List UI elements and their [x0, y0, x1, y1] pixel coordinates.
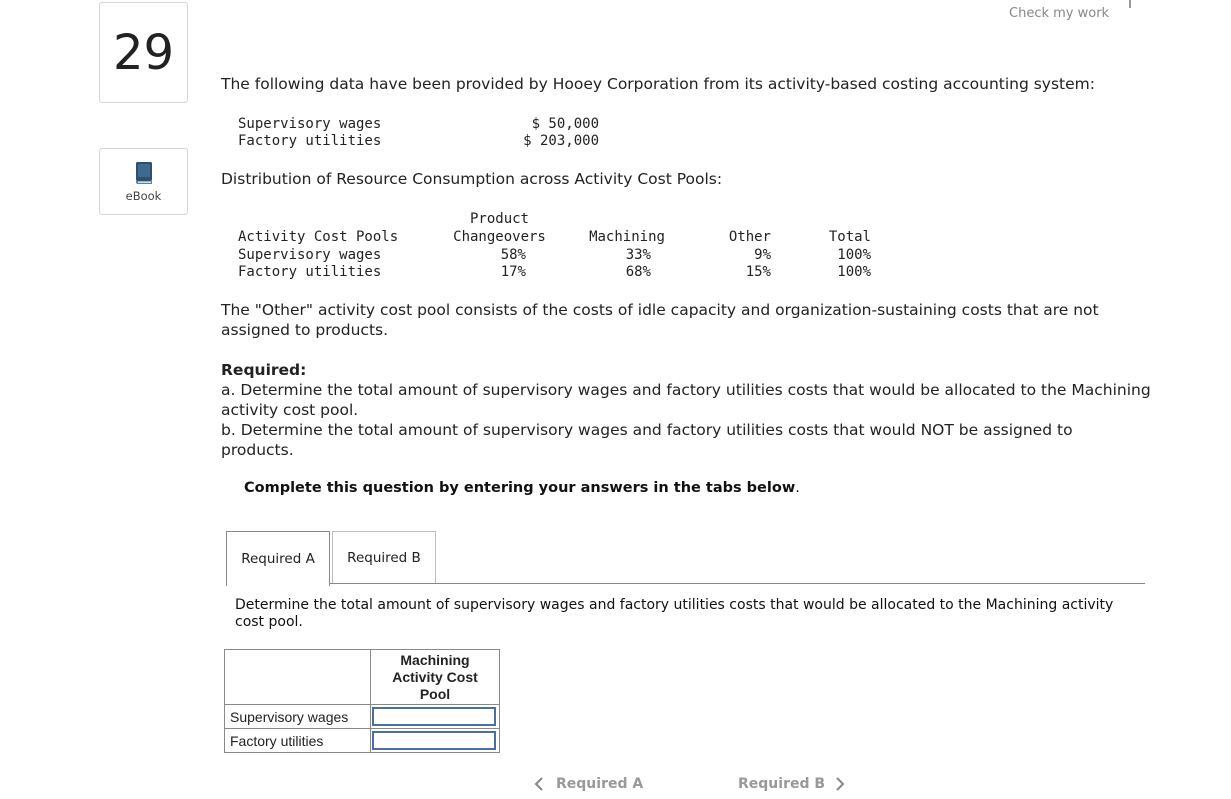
cost-amount-utilities: $ 203,000 [523, 133, 599, 149]
tab-instruction: Determine the total amount of supervisory wages and factory utilities costs that would be allocated to the Machining activity cost pool. [235, 597, 1114, 630]
cost-label-supervisory: Supervisory wages [238, 116, 382, 132]
row-label-factory-utilities: Factory utilities [225, 729, 371, 753]
supervisory-wages-input[interactable] [372, 707, 496, 726]
complete-instruction-tail: . [795, 480, 800, 496]
distribution-title: Distribution of Resource Consumption across Activity Cost Pools: [221, 170, 723, 188]
other-note-line2: assigned to products. [221, 321, 389, 339]
answer-table-corner [225, 650, 371, 705]
dist-row-label: Factory utilities [238, 264, 382, 280]
complete-instruction-bold: Complete this question by entering your answers in the tabs below [244, 480, 796, 496]
other-note-line1: The "Other" activity cost pool consists of the costs of idle capacity and organization-sustaining costs that are not [221, 301, 1099, 319]
dist-row-total: 100% [837, 264, 871, 280]
question-number: 29 [99, 2, 188, 103]
table-row [225, 705, 500, 729]
ebook-button[interactable] [99, 148, 188, 215]
tab-required-b[interactable]: Required B [332, 531, 436, 584]
tab-required-a[interactable]: Required A [226, 531, 330, 586]
check-my-work-button[interactable]: Check my work [1009, 6, 1110, 21]
intro-text: The following data have been provided by Hooey Corporation from its activity-based costing accounting system: [221, 75, 1095, 93]
dist-row-other: 15% [745, 264, 771, 280]
dist-header-pools: Activity Cost Pools [238, 229, 399, 245]
required-a-line2: activity cost pool. [221, 401, 359, 419]
answer-cell [371, 705, 500, 729]
factory-utilities-input[interactable] [372, 731, 496, 750]
required-b-line1: b. Determine the total amount of supervisory wages and factory utilities costs that would NOT be assigned to [221, 421, 1073, 439]
header-divider [1129, 0, 1131, 8]
cost-amount-supervisory: $ 50,000 [531, 116, 599, 132]
next-tab-label: Required B [738, 776, 826, 792]
book-icon [133, 161, 155, 185]
dist-row-total: 100% [837, 247, 871, 263]
dist-row-product: 58% [500, 247, 526, 263]
tab-underline [226, 583, 1145, 584]
dist-row-other: 9% [754, 247, 771, 263]
prev-tab-button[interactable] [534, 776, 643, 792]
dist-header-machining: Machining [589, 229, 665, 245]
chevron-left-icon [534, 777, 544, 791]
dist-row-product: 17% [500, 264, 526, 280]
dist-header-product: Product [469, 211, 529, 227]
answer-cell [371, 729, 500, 753]
required-a-line1: a. Determine the total amount of supervisory wages and factory utilities costs that would be allocated to the Machining [221, 381, 1151, 399]
prev-tab-label: Required A [556, 776, 644, 792]
required-heading: Required: [221, 361, 307, 379]
cost-label-utilities: Factory utilities [238, 133, 382, 149]
dist-header-total: Total [828, 229, 871, 245]
next-tab-button[interactable] [738, 776, 845, 792]
dist-row-label: Supervisory wages [238, 247, 382, 263]
row-label-supervisory-wages: Supervisory wages [225, 705, 371, 729]
complete-instruction [244, 480, 800, 496]
answer-header-line1: Machining [400, 651, 470, 668]
answer-header-line3: Pool [419, 685, 451, 702]
table-row [225, 729, 500, 753]
answer-header-line2: Activity Cost [392, 668, 478, 685]
required-b-line2: products. [221, 441, 294, 459]
dist-header-other: Other [728, 229, 771, 245]
dist-header-changeovers: Changeovers [453, 229, 546, 245]
answer-table [224, 649, 500, 753]
answer-table-header [371, 650, 500, 705]
ebook-label: eBook [125, 188, 162, 203]
chevron-right-icon [835, 777, 845, 791]
dist-row-machining: 33% [625, 247, 651, 263]
dist-row-machining: 68% [625, 264, 651, 280]
